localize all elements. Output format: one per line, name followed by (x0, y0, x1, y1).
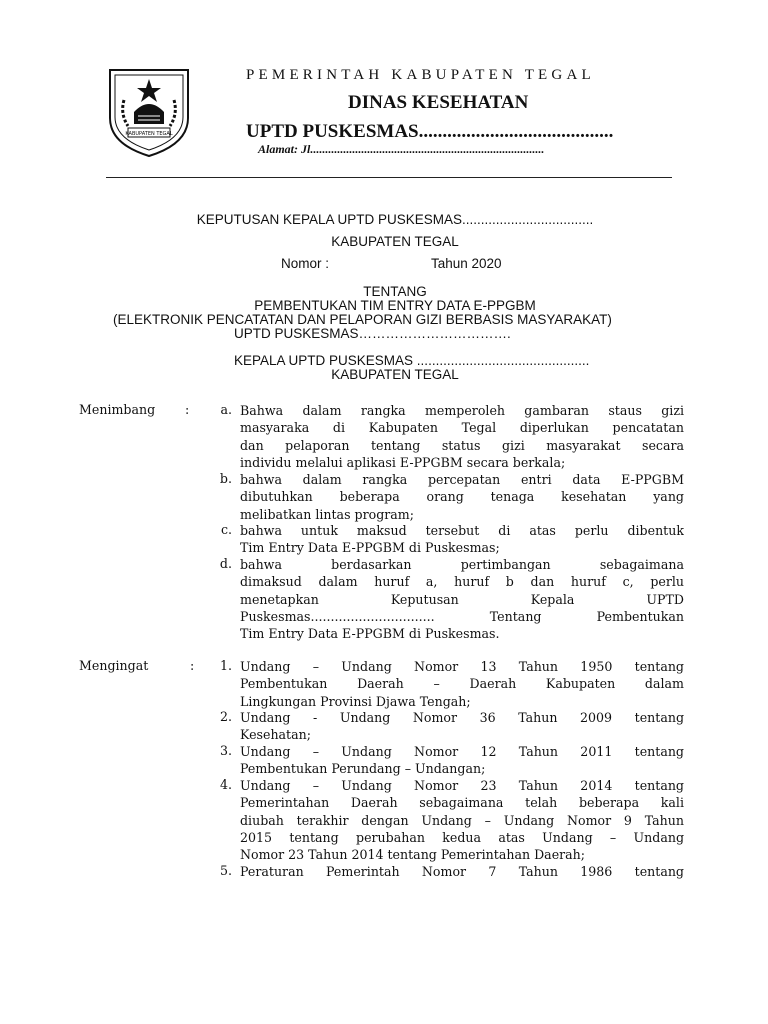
menimbang-label: Menimbang (79, 402, 156, 417)
tentang-heading: TENTANG (363, 284, 427, 299)
text-line: Undang – Undang Nomor 23 Tahun 2014 tentang (240, 778, 684, 793)
text-line: bahwa untuk maksud tersebut di atas perlu dibentuk (240, 523, 684, 538)
text-line: diubah terakhir dengan Undang – Undang Nomor 9 Tahun (240, 812, 684, 828)
menimbang-item-a (240, 402, 684, 471)
decree-year: Tahun 2020 (431, 256, 502, 271)
mengingat-mark-3: 3. (219, 743, 232, 758)
subject-line-2: (ELEKTRONIK PENCATATAN DAN PELAPORAN GIZI BERBASIS MASYARAKAT) (113, 312, 612, 327)
decree-region: KABUPATEN TEGAL (331, 234, 459, 249)
text-line: 2015 tentang perubahan kedua atas Undang – Undang (240, 829, 684, 845)
text-line: dibutuhkan beberapa orang tenaga kesehatan yang (240, 489, 684, 505)
kepala-heading: KEPALA UPTD PUSKESMAS .............................................. (234, 353, 590, 368)
letterhead-address: Alamat: Jl.............................................................................. (258, 142, 545, 156)
menimbang-mark-c: c. (220, 522, 232, 537)
text-line: Undang – Undang Nomor 12 Tahun 2011 tentang (240, 744, 684, 759)
mengingat-item-3 (240, 743, 684, 778)
text-line: menetapkan Keputusan Kepala UPTD (240, 591, 684, 607)
decree-title: KEPUTUSAN KEPALA UPTD PUSKESMAS................................... (196, 212, 594, 227)
menimbang-mark-b: b. (219, 471, 232, 486)
mengingat-mark-2: 2. (219, 709, 232, 724)
subject-line-1: PEMBENTUKAN TIM ENTRY DATA E-PPGBM (254, 298, 536, 313)
text-line: Lingkungan Provinsi Djawa Tengah; (240, 693, 471, 709)
menimbang-mark-d: d. (219, 556, 232, 571)
mengingat-item-5 (240, 863, 684, 880)
mengingat-item-4 (240, 777, 684, 863)
menimbang-item-d (240, 556, 684, 642)
menimbang-colon: : (185, 402, 190, 417)
text-line: Peraturan Pemerintah Nomor 7 Tahun 1986 tentang (240, 864, 684, 879)
text-line: Pemerintahan Daerah sebagaimana telah beberapa kali (240, 795, 684, 811)
text-line: Tim Entry Data E-PPGBM di Puskesmas; (240, 540, 500, 556)
text-line: Tim Entry Data E-PPGBM di Puskesmas. (240, 626, 500, 642)
letterhead-divider (106, 177, 672, 178)
mengingat-item-2 (240, 709, 684, 744)
text-line: Nomor 23 Tahun 2014 tentang Pemerintahan Daerah; (240, 847, 586, 863)
letterhead-unit: UPTD PUSKESMAS......................................... (246, 121, 614, 142)
text-line: dan pelaporan tentang status gizi masyarakat secara (240, 437, 684, 453)
decree-number: Nomor : (281, 256, 330, 271)
text-line: Undang – Undang Nomor 13 Tahun 1950 tentang (240, 659, 684, 674)
text-line: Pembentukan Perundang – Undangan; (240, 761, 486, 777)
menimbang-mark-a: a. (220, 402, 232, 417)
mengingat-mark-4: 4. (219, 777, 232, 792)
text-line: Kesehatan; (240, 727, 311, 743)
kepala-region: KABUPATEN TEGAL (331, 367, 459, 382)
letterhead-government: PEMERINTAH KABUPATEN TEGAL (246, 67, 595, 83)
kabupaten-tegal-logo (106, 66, 192, 158)
text-line: Puskesmas............................... Tentang Pembentukan (240, 608, 684, 624)
text-line: melibatkan lintas program; (240, 506, 414, 522)
text-line: masyaraka di Kabupaten Tegal diperlukan pencatatan (240, 420, 684, 436)
text-line: Pembentukan Daerah – Daerah Kabupaten dalam (240, 676, 684, 692)
text-line: bahwa berdasarkan pertimbangan sebagaimana (240, 557, 684, 572)
mengingat-colon: : (190, 658, 195, 673)
mengingat-mark-5: 5. (219, 863, 232, 878)
subject-line-3: UPTD PUSKESMAS……………………………. (234, 326, 511, 341)
text-line: Bahwa dalam rangka memperoleh gambaran staus gizi (240, 403, 684, 418)
mengingat-mark-1: 1. (219, 658, 232, 673)
text-line: Undang - Undang Nomor 36 Tahun 2009 tentang (240, 710, 684, 725)
svg-text:KABUPATEN TEGAL: KABUPATEN TEGAL (125, 131, 173, 137)
mengingat-item-1 (240, 658, 684, 710)
menimbang-item-c (240, 522, 684, 557)
letterhead-agency: DINAS KESEHATAN (348, 92, 529, 113)
mengingat-label: Mengingat (79, 658, 149, 673)
menimbang-item-b (240, 471, 684, 523)
text-line: individu melalui aplikasi E-PPGBM secara berkala; (240, 454, 566, 470)
text-line: bahwa dalam rangka percepatan entri data E-PPGBM (240, 472, 684, 487)
text-line: dimaksud dalam huruf a, huruf b dan huruf c, perlu (240, 574, 684, 590)
